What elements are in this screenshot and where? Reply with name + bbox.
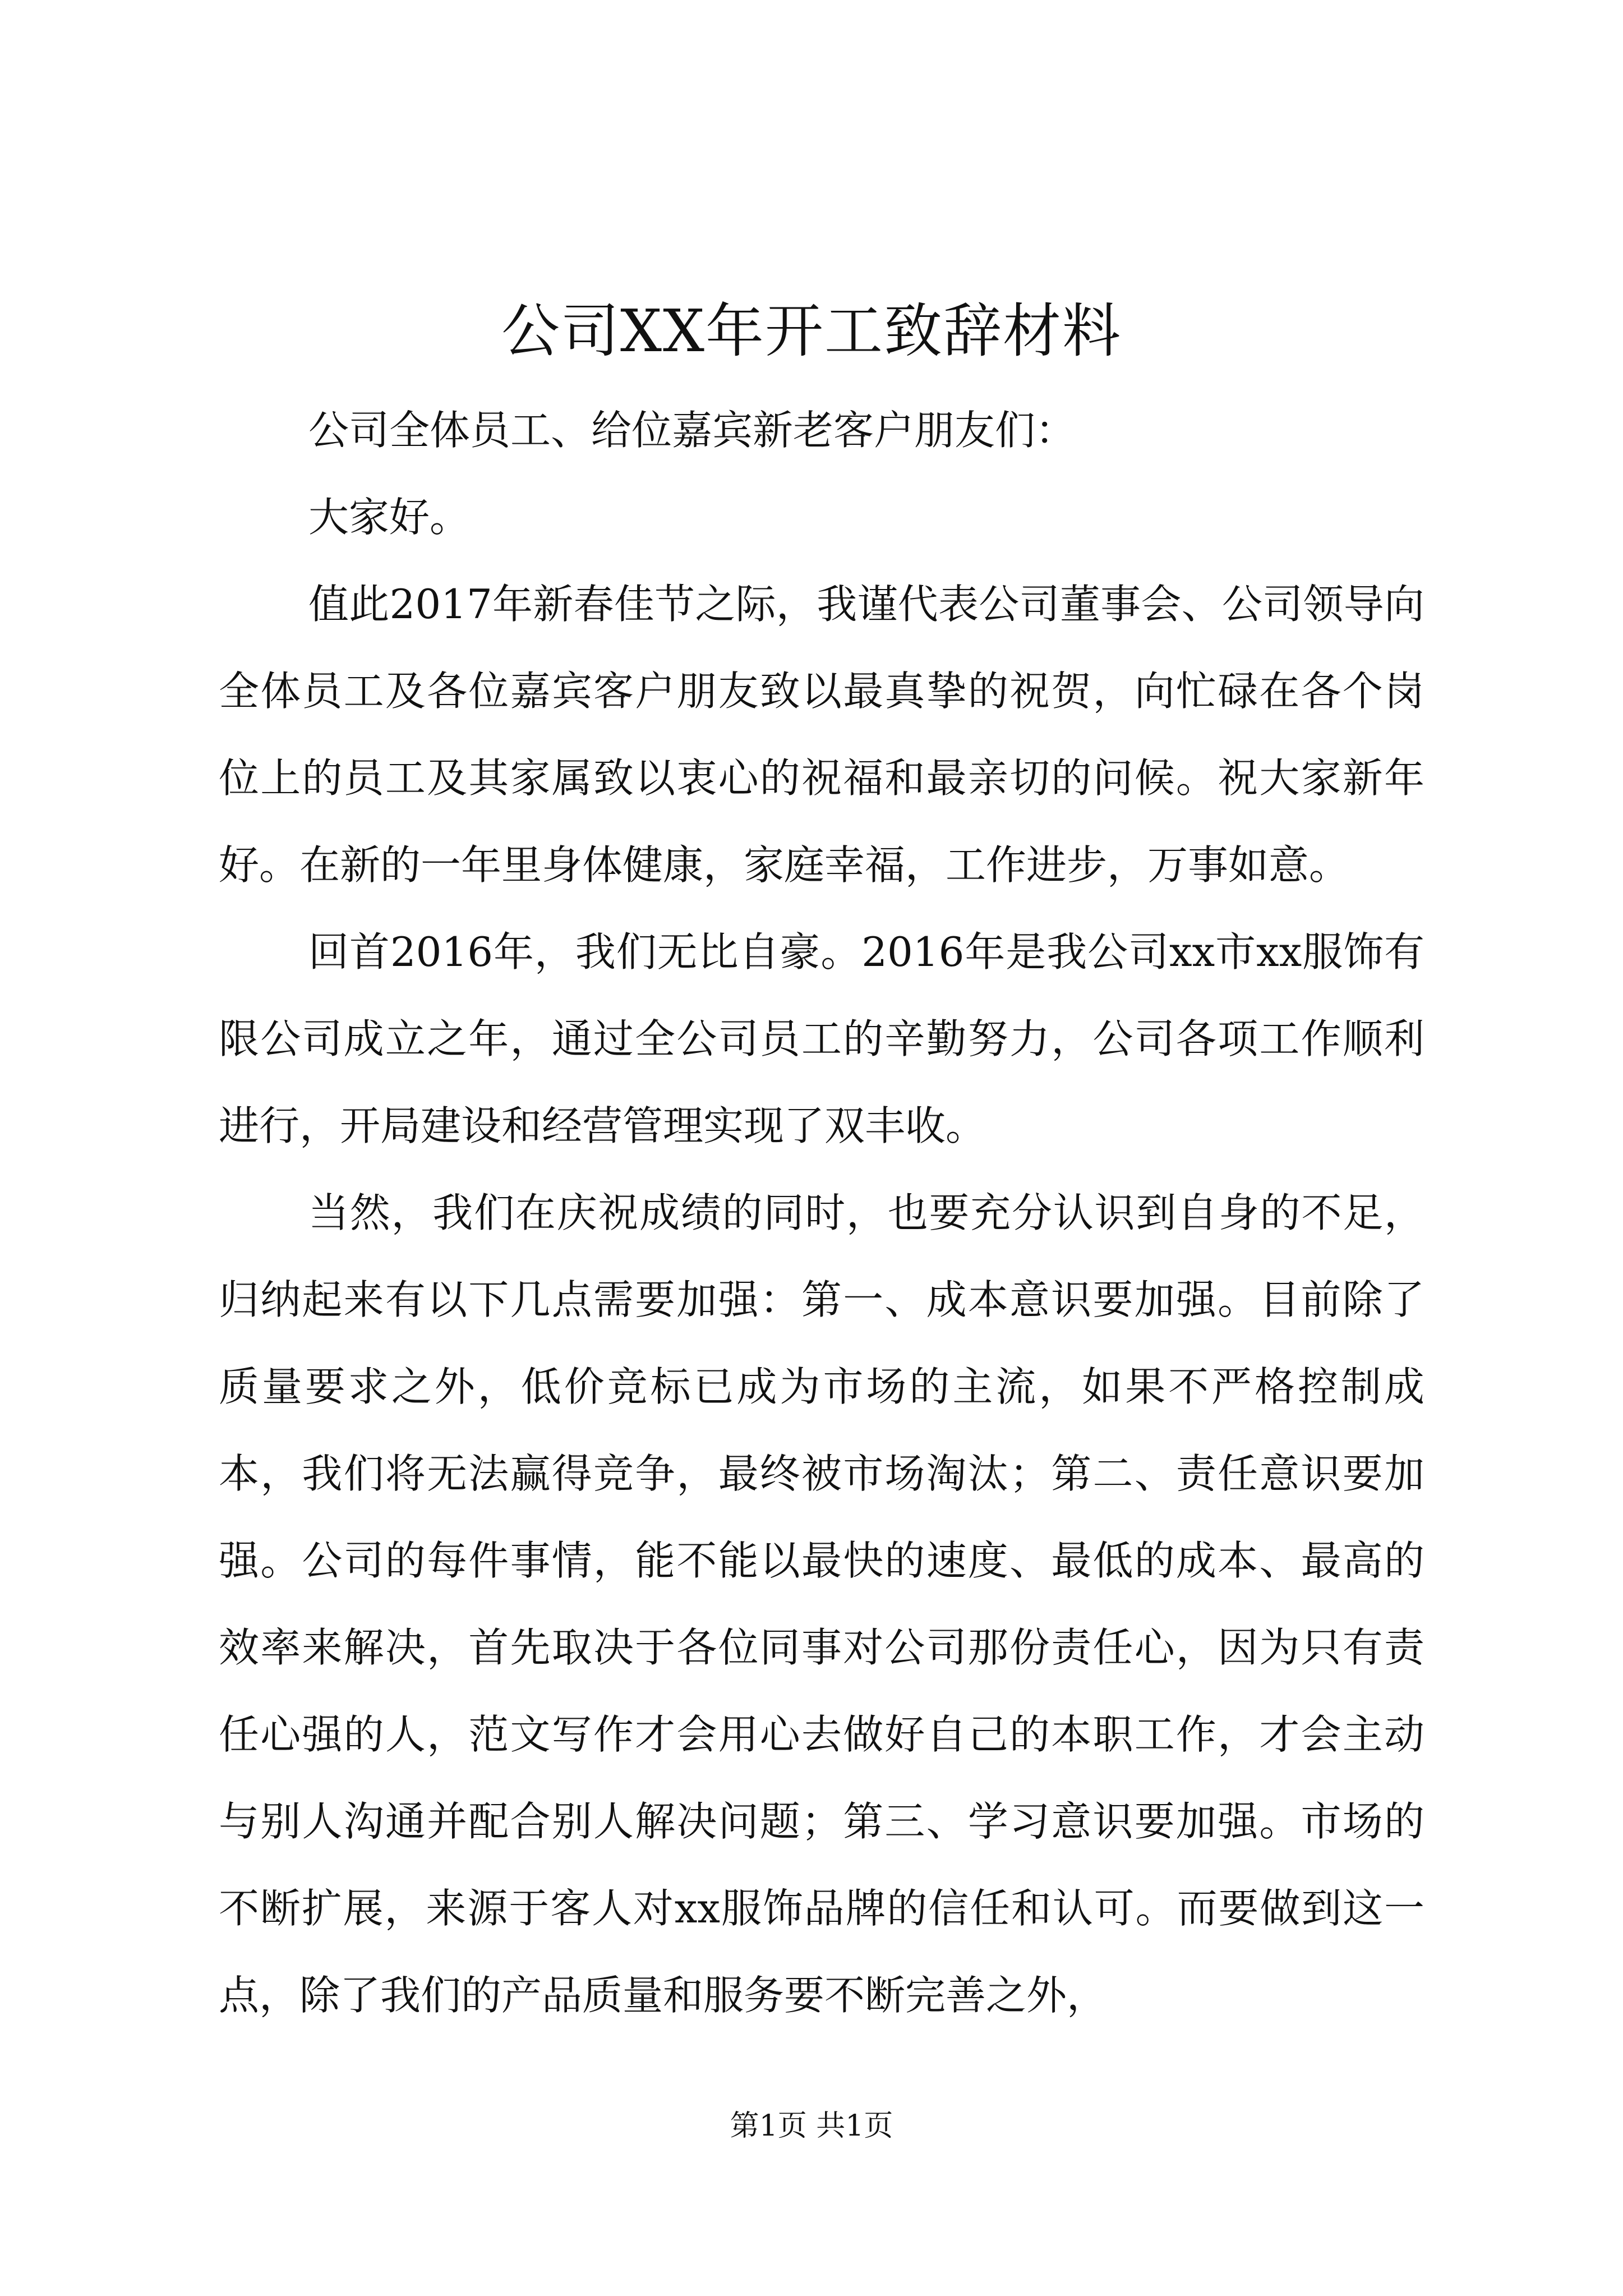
- review-2016-paragraph: 回首2016年，我们无比自豪。2016年是我公司xx市xx服饰有限公司成立之年，通过全公司员工的辛勤努力，公司各项工作顺利进行，开局建设和经营管理实现了双丰收。: [219, 928, 1424, 1149]
- shortcomings-paragraph: 当然，我们在庆祝成绩的同时，也要充分认识到自身的不足，归纳起来有以下几点需要加强：第一、成本意识要加强。目前除了质量要求之外，低价竞标已成为市场的主流，如果不严格控制成本，我们将无法赢得竞争，最终被市场淘汰；第二、责任意识要加强。公司的每件事情，能不能以最快的速度、最低的成本、最高的效率来解决，首先取决于各位同事对公司那份责任心，因为只有责任心强的人，范文写作才会用心去做好自己的本职工作，才会主动与别人沟通并配合别人解决问题；第三、学习意识要加强。市场的不断扩展，来源于客人对xx服饰品牌的信任和认可。而要做到这一点，除了我们的产品质量和服务要不断完善之外，: [219, 1189, 1424, 2019]
- new-year-wishes-paragraph: 值此2017年新春佳节之际，我谨代表公司董事会、公司领导向全体员工及各位嘉宾客户朋友致以最真挚的祝贺，向忙碌在各个岗位上的员工及其家属致以衷心的祝福和最亲切的问候。祝大家新年好。在新的一年里身体健康，家庭幸福，工作进步，万事如意。: [219, 581, 1424, 889]
- salutation-paragraph: 公司全体员工、给位嘉宾新老客户朋友们：: [308, 407, 1076, 454]
- greeting-paragraph: 大家好。: [308, 494, 471, 541]
- document-title: 公司XX年开工致辞材料: [501, 297, 1122, 365]
- page-number-footer: 第1页 共1页: [730, 2109, 893, 2143]
- document-body: [219, 387, 1424, 2039]
